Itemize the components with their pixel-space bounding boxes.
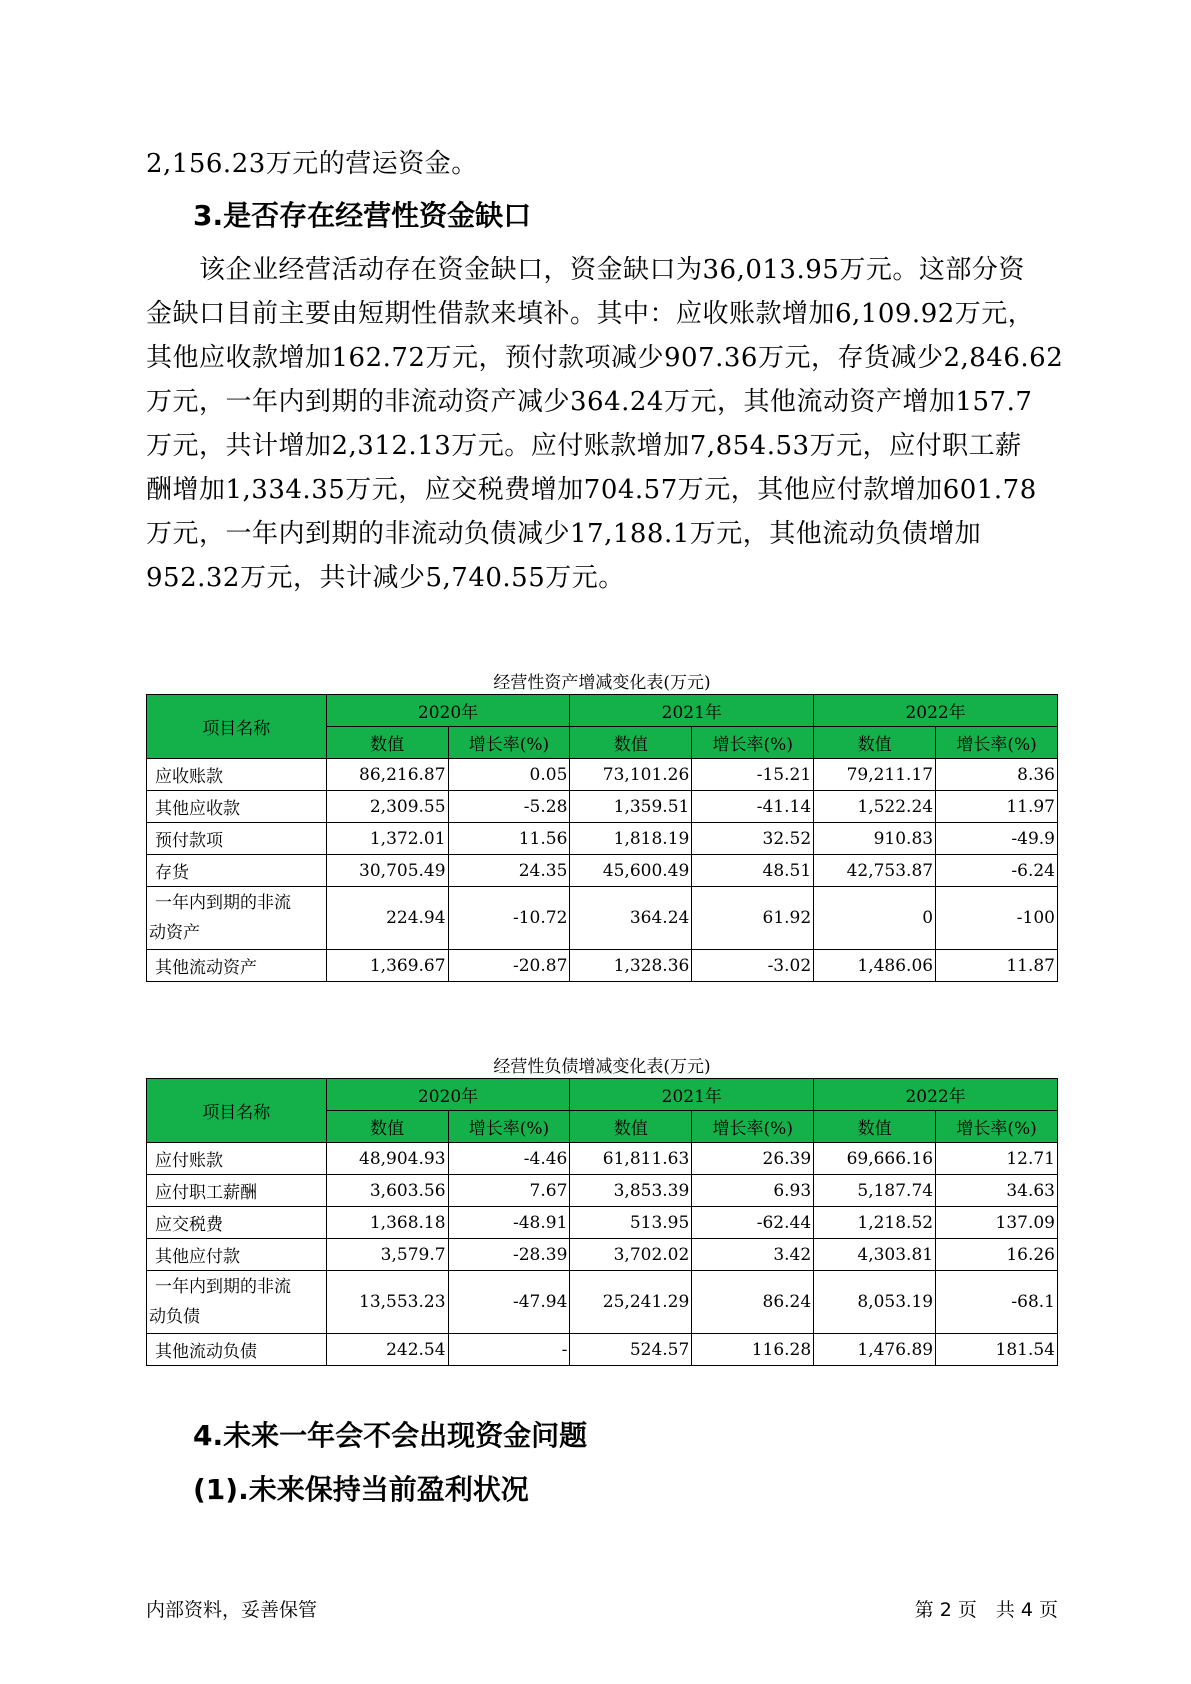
cell: -4.46 (448, 1143, 570, 1175)
cell: 86,216.87 (326, 759, 448, 791)
cell: 1,369.67 (326, 950, 448, 982)
year-header: 2021年 (570, 695, 814, 727)
value-header: 数值 (814, 727, 936, 759)
cell: -62.44 (692, 1207, 814, 1239)
table-row (147, 1239, 1058, 1271)
rate-header: 增长率(%) (448, 727, 570, 759)
footer-confidential-note: 内部资料，妥善保管 (146, 1599, 318, 1621)
paragraph-line: 万元，一年内到期的非流动负债减少17,188.1万元，其他流动负债增加 (146, 519, 982, 549)
cell: 11.97 (936, 791, 1058, 823)
table-row (147, 1143, 1058, 1175)
cell: 1,218.52 (814, 1207, 936, 1239)
cell: 242.54 (326, 1334, 448, 1366)
liability-table-caption: 经营性负债增减变化表(万元) (493, 1057, 711, 1077)
row-name: 其他流动资产 (147, 950, 327, 982)
rate-header: 增长率(%) (692, 1111, 814, 1143)
cell: 224.94 (326, 887, 448, 950)
row-name: 预付款项 (147, 823, 327, 855)
row-name: 应收账款 (147, 759, 327, 791)
row-name: 其他流动负债 (147, 1334, 327, 1366)
year-header: 2022年 (814, 695, 1058, 727)
cell: 2,309.55 (326, 791, 448, 823)
cell: 6.93 (692, 1175, 814, 1207)
year-header: 2022年 (814, 1079, 1058, 1111)
row-name: 应交税费 (147, 1207, 327, 1239)
cell: 1,359.51 (570, 791, 692, 823)
cell: -100 (936, 887, 1058, 950)
table-header-row (147, 1079, 1058, 1111)
section-4-heading: 4.未来一年会不会出现资金问题 (193, 1419, 588, 1452)
carryover-line: 2,156.23万元的营运资金。 (146, 149, 478, 179)
year-header: 2020年 (326, 1079, 570, 1111)
cell: -20.87 (448, 950, 570, 982)
rate-header: 增长率(%) (692, 727, 814, 759)
cell: -28.39 (448, 1239, 570, 1271)
cell: -41.14 (692, 791, 814, 823)
cell: 32.52 (692, 823, 814, 855)
paragraph-line: 952.32万元，共计减少5,740.55万元。 (146, 563, 625, 593)
cell: 1,818.19 (570, 823, 692, 855)
paragraph-line: 其他应收款增加162.72万元，预付款项减少907.36万元，存货减少2,846.62 (146, 343, 1064, 373)
cell: 7.67 (448, 1175, 570, 1207)
cell: 61.92 (692, 887, 814, 950)
cell: 13,553.23 (326, 1271, 448, 1334)
cell: 513.95 (570, 1207, 692, 1239)
table-row (147, 855, 1058, 887)
value-header: 数值 (814, 1111, 936, 1143)
table-row (147, 759, 1058, 791)
year-header: 2021年 (570, 1079, 814, 1111)
table-row (147, 1175, 1058, 1207)
cell: 116.28 (692, 1334, 814, 1366)
carryover-paragraph (146, 142, 1058, 186)
row-name: 其他应收款 (147, 791, 327, 823)
cell: 24.35 (448, 855, 570, 887)
row-name: 应付账款 (147, 1143, 327, 1175)
cell: 3,853.39 (570, 1175, 692, 1207)
cell: -68.1 (936, 1271, 1058, 1334)
section-3-paragraph (146, 248, 1064, 600)
paragraph-line: 万元，一年内到期的非流动资产减少364.24万元，其他流动资产增加157.7 (146, 387, 1033, 417)
rate-header: 增长率(%) (936, 1111, 1058, 1143)
cell: -10.72 (448, 887, 570, 950)
table-row (147, 1271, 1058, 1334)
cell: -15.21 (692, 759, 814, 791)
item-name-header: 项目名称 (147, 695, 327, 759)
section-3-heading: 3.是否存在经营性资金缺口 (193, 199, 532, 232)
asset-change-table (146, 694, 1058, 982)
row-name: 其他应付款 (147, 1239, 327, 1271)
cell: 1,368.18 (326, 1207, 448, 1239)
cell: -49.9 (936, 823, 1058, 855)
cell: 3.42 (692, 1239, 814, 1271)
cell: -5.28 (448, 791, 570, 823)
value-header: 数值 (326, 727, 448, 759)
table-row (147, 791, 1058, 823)
cell: 1,522.24 (814, 791, 936, 823)
table-header-row (147, 695, 1058, 727)
item-name-header: 项目名称 (147, 1079, 327, 1143)
cell: 30,705.49 (326, 855, 448, 887)
cell: 4,303.81 (814, 1239, 936, 1271)
row-name-line: 一年内到期的非流 (155, 1277, 291, 1297)
cell: 61,811.63 (570, 1143, 692, 1175)
footer-page-number: 第 2 页 共 4 页 (914, 1599, 1058, 1621)
asset-table-caption: 经营性资产增减变化表(万元) (493, 673, 711, 693)
cell: 48.51 (692, 855, 814, 887)
cell: 69,666.16 (814, 1143, 936, 1175)
cell: 1,372.01 (326, 823, 448, 855)
cell: 364.24 (570, 887, 692, 950)
rate-header: 增长率(%) (448, 1111, 570, 1143)
cell: - (448, 1334, 570, 1366)
cell: -3.02 (692, 950, 814, 982)
table-row (147, 823, 1058, 855)
cell: 5,187.74 (814, 1175, 936, 1207)
paragraph-line: 该企业经营活动存在资金缺口，资金缺口为36,013.95万元。这部分资 (146, 255, 1025, 285)
cell: 8.36 (936, 759, 1058, 791)
row-name-line: 动负债 (149, 1307, 200, 1327)
cell: 524.57 (570, 1334, 692, 1366)
cell: 8,053.19 (814, 1271, 936, 1334)
cell: 0.05 (448, 759, 570, 791)
table-row (147, 1334, 1058, 1366)
cell: 26.39 (692, 1143, 814, 1175)
value-header: 数值 (570, 727, 692, 759)
cell: 1,476.89 (814, 1334, 936, 1366)
cell: 3,702.02 (570, 1239, 692, 1271)
row-name (147, 887, 327, 950)
value-header: 数值 (570, 1111, 692, 1143)
cell: 25,241.29 (570, 1271, 692, 1334)
paragraph-line: 酬增加1,334.35万元，应交税费增加704.57万元，其他应付款增加601.78 (146, 475, 1037, 505)
cell: 181.54 (936, 1334, 1058, 1366)
row-name-line: 动资产 (149, 923, 200, 943)
cell: 11.87 (936, 950, 1058, 982)
cell: 45,600.49 (570, 855, 692, 887)
cell: 86.24 (692, 1271, 814, 1334)
table-row (147, 1207, 1058, 1239)
section-4-subheading: (1).未来保持当前盈利状况 (193, 1473, 529, 1506)
cell: 137.09 (936, 1207, 1058, 1239)
cell: 34.63 (936, 1175, 1058, 1207)
row-name: 存货 (147, 855, 327, 887)
paragraph-line: 万元，共计增加2,312.13万元。应付账款增加7,854.53万元，应付职工薪 (146, 431, 1022, 461)
liability-change-table (146, 1078, 1058, 1366)
row-name-line: 一年内到期的非流 (155, 893, 291, 913)
paragraph-line: 金缺口目前主要由短期性借款来填补。其中：应收账款增加6,109.92万元， (146, 299, 1035, 329)
cell: -47.94 (448, 1271, 570, 1334)
cell: -6.24 (936, 855, 1058, 887)
value-header: 数值 (326, 1111, 448, 1143)
cell: 12.71 (936, 1143, 1058, 1175)
row-name (147, 1271, 327, 1334)
cell: 73,101.26 (570, 759, 692, 791)
cell: 3,603.56 (326, 1175, 448, 1207)
cell: 0 (814, 887, 936, 950)
cell: 79,211.17 (814, 759, 936, 791)
table-row (147, 887, 1058, 950)
cell: 1,328.36 (570, 950, 692, 982)
year-header: 2020年 (326, 695, 570, 727)
cell: 48,904.93 (326, 1143, 448, 1175)
cell: -48.91 (448, 1207, 570, 1239)
row-name: 应付职工薪酬 (147, 1175, 327, 1207)
table-row (147, 950, 1058, 982)
cell: 910.83 (814, 823, 936, 855)
cell: 1,486.06 (814, 950, 936, 982)
cell: 16.26 (936, 1239, 1058, 1271)
cell: 11.56 (448, 823, 570, 855)
cell: 3,579.7 (326, 1239, 448, 1271)
cell: 42,753.87 (814, 855, 936, 887)
rate-header: 增长率(%) (936, 727, 1058, 759)
